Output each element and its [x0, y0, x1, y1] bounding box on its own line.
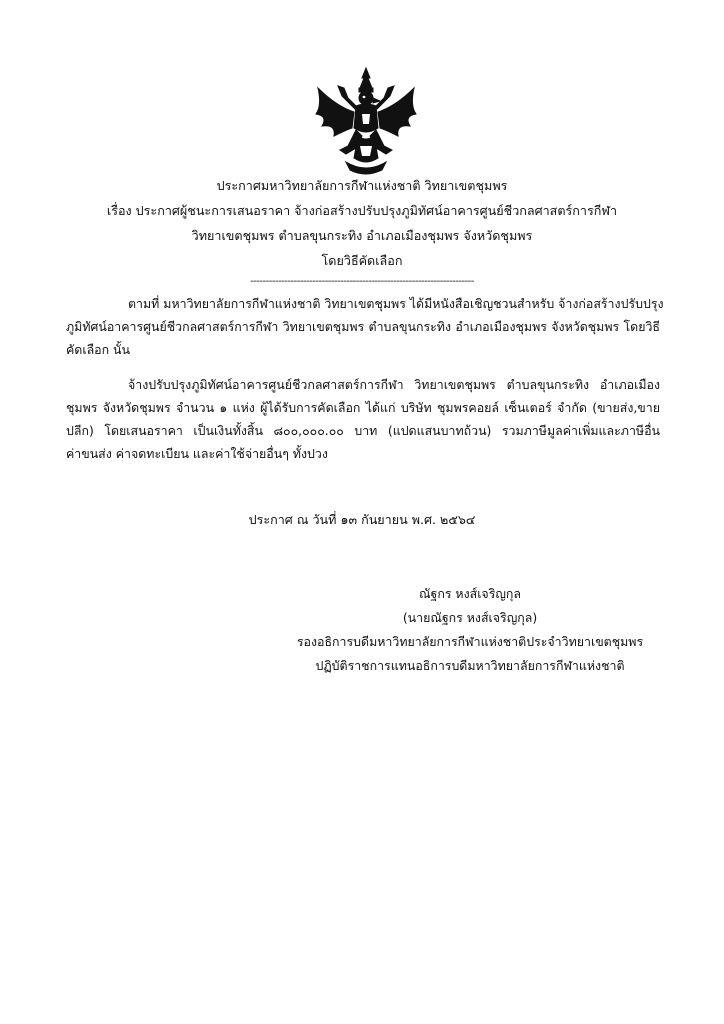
paragraph-line: จ้างปรับปรุงภูมิทัศน์อาคารศูนย์ชีวกลศาสตร์การกีฬา วิทยาเขตชุมพร ตำบลขุนกระทิง อำเภอเมือง [128, 377, 660, 392]
signer-full-name: (นายณัฐกร หงส์เจริญกุล) [402, 610, 538, 625]
paragraph-line: ภูมิทัศน์อาคารศูนย์ชีวกลศาสตร์การกีฬา วิทยาเขตชุมพร ตำบลขุนกระทิง อำเภอเมืองชุมพร จังหวัดชุมพร โดยวิธี [66, 319, 660, 334]
paragraph-line: ชุมพร จังหวัดชุมพร จำนวน ๑ แห่ง ผู้ได้รับการคัดเลือก ได้แก่ บริษัท ชุมพรคอยล์ เซ็นเตอร์ จำกัด (ขายส่ง,ขาย [66, 400, 660, 415]
paragraph-line: ตามที่ มหาวิทยาลัยการกีฬาแห่งชาติ วิทยาเขตชุมพร ได้มีหนังสือเชิญชวนสำหรับ จ้างก่อสร้างปรับปรุง [128, 296, 664, 311]
body-paragraph-1 [66, 292, 664, 361]
signer-signed-name: ณัฐกร หงส์เจริญกุล [418, 586, 521, 601]
announcement-location: วิทยาเขตชุมพร ตำบลขุนกระทิง อำเภอเมืองชุมพร จังหวัดชุมพร [191, 228, 533, 243]
paragraph-line: ค่าขนส่ง ค่าจดทะเบียน และค่าใช้จ่ายอื่นๆ ทั้งปวง [66, 446, 328, 461]
paragraph-line: ปลีก) โดยเสนอราคา เป็นเงินทั้งสิ้น ๘๐๐,๐๐๐.๐๐ บาท (แปดแสนบาทถ้วน) รวมภาษีมูลค่าเพิ่มและภาษีอื่น [66, 423, 660, 438]
signer-position-1: รองอธิการบดีมหาวิทยาลัยการกีฬาแห่งชาติประจำวิทยาเขตชุมพร [296, 634, 644, 649]
header-divider: ------------------------------------------------------------------------ [250, 276, 474, 287]
announcement-subject: เรื่อง ประกาศผู้ชนะการเสนอราคา จ้างก่อสร้างปรับปรุงภูมิทัศน์อาคารศูนย์ชีวกลศาสตร์การกีฬา [106, 203, 618, 218]
body-paragraph-2 [66, 373, 660, 465]
garuda-emblem-icon [312, 66, 420, 176]
announcement-date: ประกาศ ณ วันที่ ๑๓ กันยายน พ.ศ. ๒๕๖๔ [248, 512, 476, 527]
announcement-title: ประกาศมหาวิทยาลัยการกีฬาแห่งชาติ วิทยาเขตชุมพร [216, 178, 508, 193]
paragraph-line: คัดเลือก นั้น [66, 342, 130, 357]
signer-position-2: ปฏิบัติราชการแทนอธิการบดีมหาวิทยาลัยการกีฬาแห่งชาติ [315, 658, 625, 673]
announcement-method: โดยวิธีคัดเลือก [321, 253, 403, 268]
